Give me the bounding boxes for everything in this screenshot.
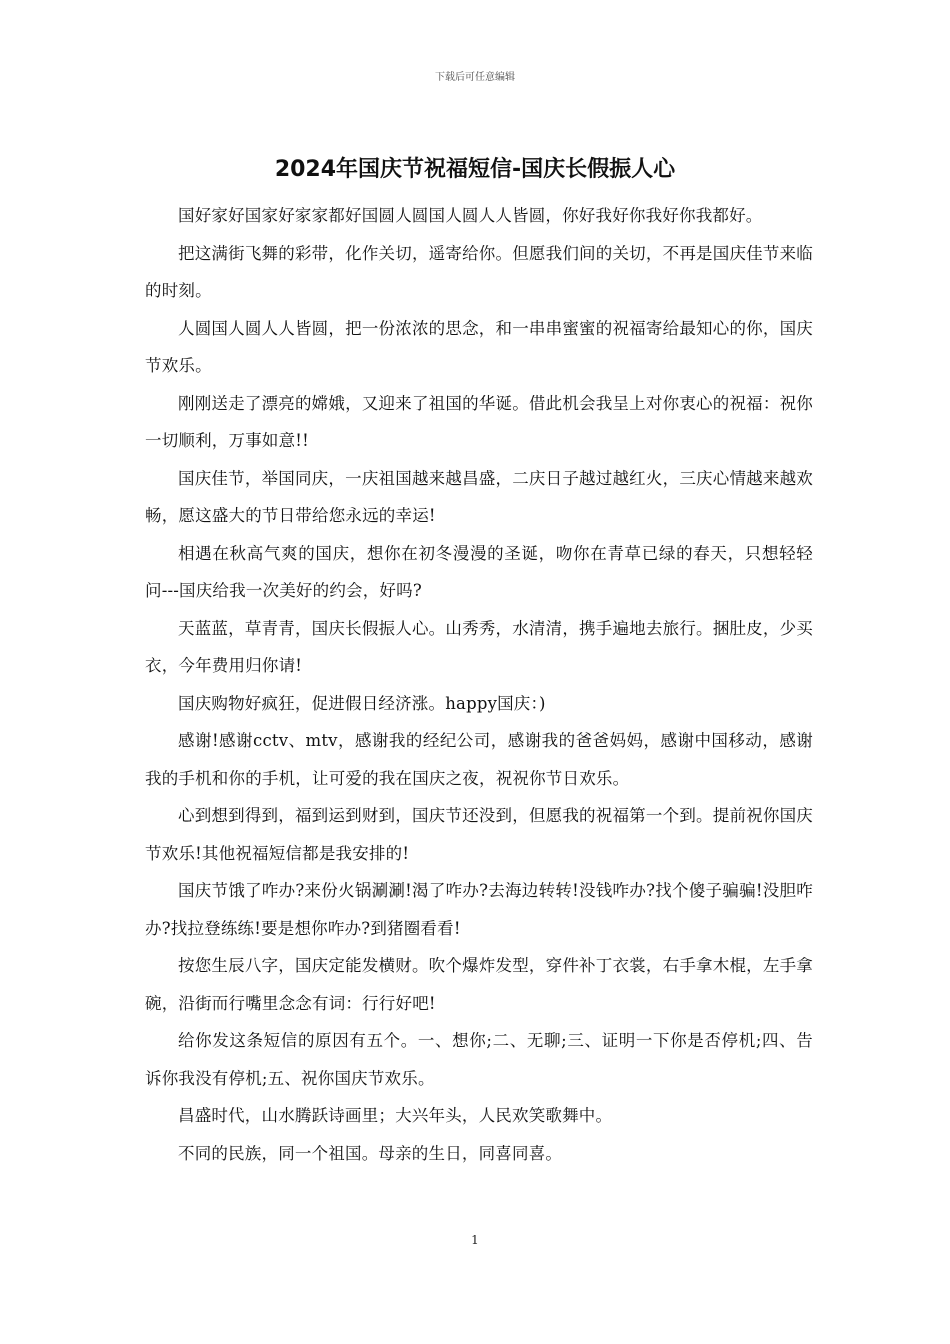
paragraph: 按您生辰八字，国庆定能发横财。吹个爆炸发型，穿件补丁衣裳，右手拿木棍，左手拿碗，沿街而行嘴里念念有词：行行好吧! — [145, 956, 813, 1013]
paragraph: 国好家好国家好家家都好国圆人圆国人圆人人皆圆，你好我好你我好你我都好。 — [178, 206, 763, 225]
paragraph: 不同的民族，同一个祖国。母亲的生日，同喜同喜。 — [178, 1143, 563, 1163]
paragraph: 国庆佳节，举国同庆，一庆祖国越来越昌盛，二庆日子越过越红火，三庆心情越来越欢畅，愿这盛大的节日带给您永远的幸运! — [145, 468, 813, 525]
paragraph: 国庆购物好疯狂，促进假日经济涨。happy国庆：) — [178, 693, 546, 713]
paragraph: 感谢!感谢cctv、mtv，感谢我的经纪公司，感谢我的爸爸妈妈，感谢中国移动，感谢我的手机和你的手机，让可爱的我在国庆之夜，祝祝你节日欢乐。 — [145, 731, 813, 788]
header-note: 下载后可任意编辑 — [435, 72, 515, 83]
document-body — [145, 197, 813, 1172]
paragraph: 人圆国人圆人人皆圆，把一份浓浓的思念，和一串串蜜蜜的祝福寄给最知心的你，国庆节欢乐。 — [145, 318, 813, 375]
paragraph: 国庆节饿了咋办?来份火锅涮涮!渴了咋办?去海边转转!没钱咋办?找个傻子骗骗!没胆咋办?找拉登练练!要是想你咋办?到猪圈看看! — [145, 881, 813, 938]
paragraph: 给你发这条短信的原因有五个。一、想你;二、无聊;三、证明一下你是否停机;四、告诉你我没有停机;五、祝你国庆节欢乐。 — [145, 1031, 813, 1088]
paragraph: 心到想到得到，福到运到财到，国庆节还没到，但愿我的祝福第一个到。提前祝你国庆节欢乐!其他祝福短信都是我安排的! — [145, 806, 813, 863]
paragraph: 刚刚送走了漂亮的嫦娥，又迎来了祖国的华诞。借此机会我呈上对你衷心的祝福：祝你一切顺利，万事如意!! — [145, 393, 813, 450]
page-number: 1 — [471, 1233, 479, 1247]
page-title: 2024年国庆节祝福短信-国庆长假振人心 — [274, 157, 676, 182]
paragraph: 昌盛时代，山水腾跃诗画里；大兴年头，人民欢笑歌舞中。 — [178, 1106, 613, 1125]
paragraph: 相遇在秋高气爽的国庆，想你在初冬漫漫的圣诞，吻你在青草已绿的春天，只想轻轻问---国庆给我一次美好的约会，好吗? — [145, 543, 813, 600]
paragraph: 天蓝蓝，草青青，国庆长假振人心。山秀秀，水清清，携手遍地去旅行。捆肚皮，少买衣，今年费用归你请! — [145, 618, 813, 675]
paragraph: 把这满街飞舞的彩带，化作关切，遥寄给你。但愿我们间的关切，不再是国庆佳节来临的时刻。 — [145, 243, 813, 300]
